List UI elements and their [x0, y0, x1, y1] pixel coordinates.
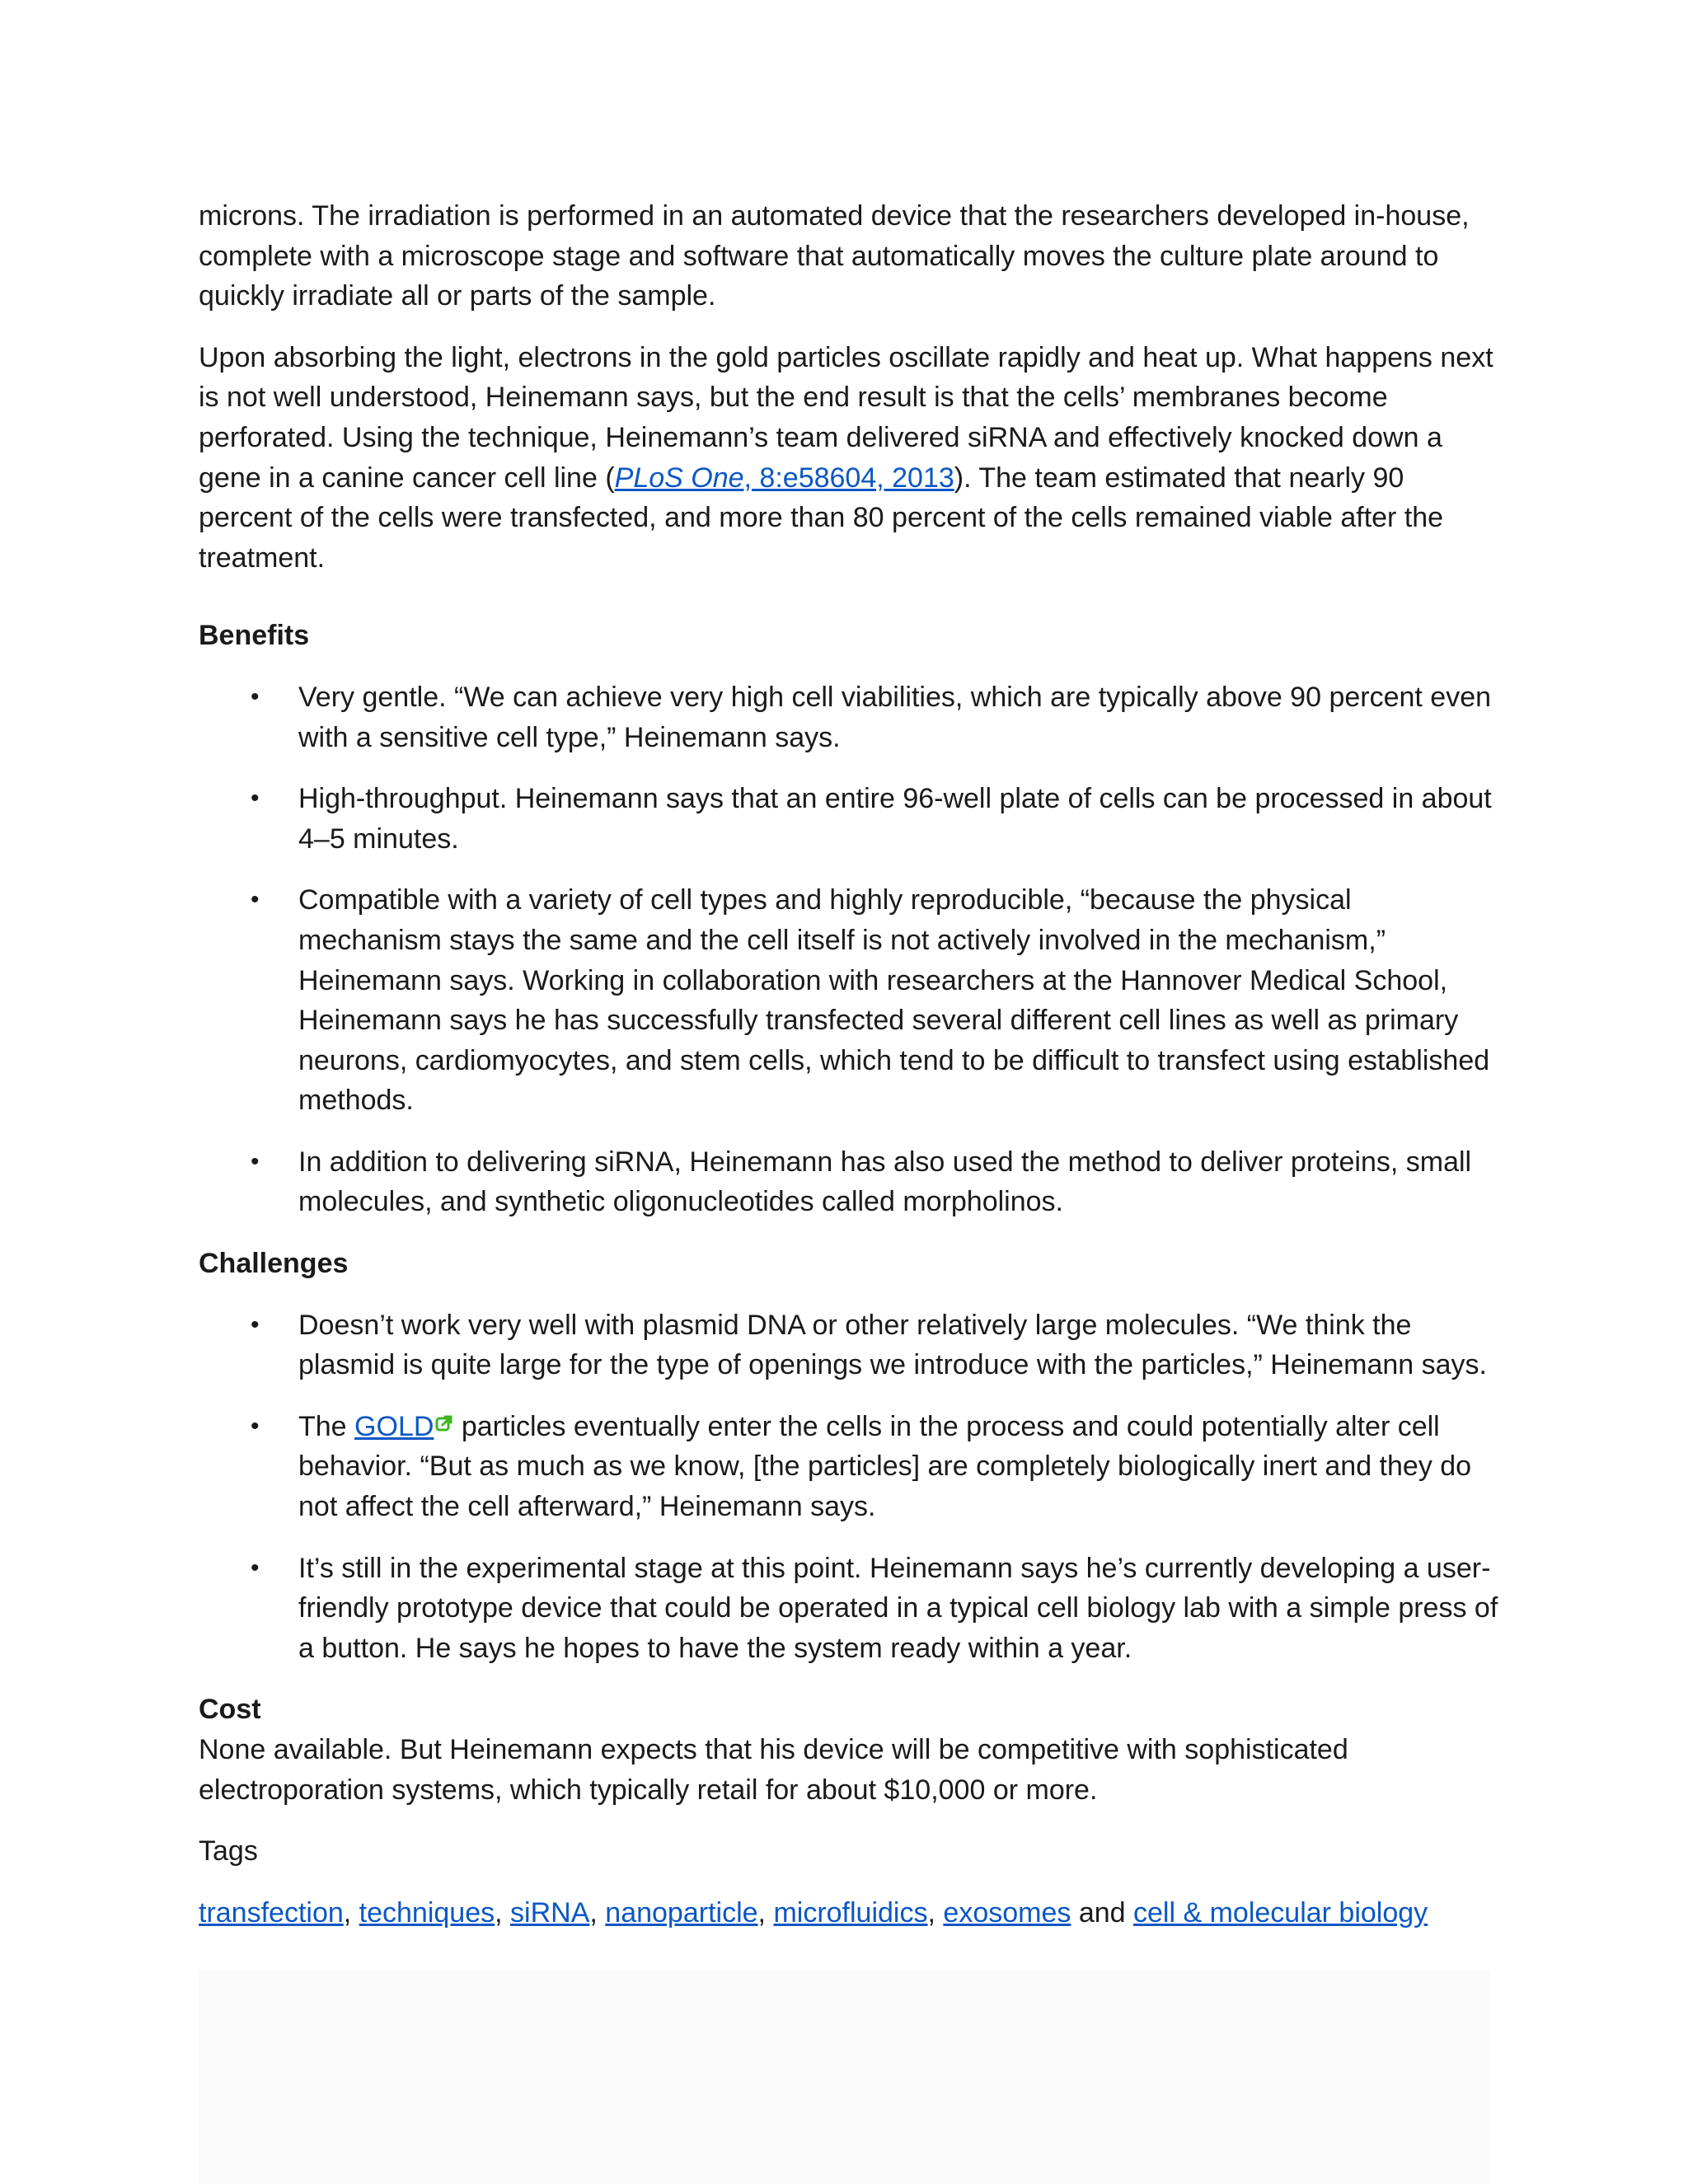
tag-separator: , — [343, 1896, 359, 1929]
bullet-icon: • — [251, 785, 260, 813]
list-item — [199, 1407, 1501, 1527]
benefit-text: High-throughput. Heinemann says that an entire 96-well plate of cells can be processed in about 4–5 minutes. — [298, 783, 1492, 855]
paragraph-irradiation: microns. The irradiation is performed in an automated device that the researchers developed in-house, complete with a microscope stage and software that automatically moves the culture plate around to quickly irradiate all or parts of the sample. — [199, 200, 1470, 312]
citation-details: , 8:e58604, 2013 — [743, 462, 954, 494]
challenge-text-end: particles eventually enter the cells in the process and could potentially alter cell behavior. “But as much as we know, [the particles] are completely biologically inert and they do not affect the cell afterward,” Heinemann says. — [298, 1410, 1472, 1523]
challenge-text: It’s still in the experimental stage at this point. Heinemann says he’s currently developing a user-friendly prototype device that could be operated in a typical cell biology lab with a simple press of a button. He says he hopes to have the system ready within a year. — [298, 1552, 1498, 1664]
tag-link-cell-molecular-biology[interactable]: cell & molecular biology — [1133, 1896, 1428, 1929]
benefits-list — [199, 677, 1501, 1222]
benefit-text: Compatible with a variety of cell types and highly reproducible, “because the physical mechanism stays the same and the cell itself is not actively involved in the mechanism,” Heinemann says. Working in collaboration with researchers at the Hannover Medical School, Heinemann says he has successfully transfected several different cell lines as well as primary neurons, cardiomyocytes, and stem cells, which tend to be difficult to transfect using established methods. — [298, 884, 1490, 1117]
benefits-heading: Benefits — [199, 620, 310, 652]
benefit-text: Very gentle. “We can achieve very high cell viabilities, which are typically above 90 percent even with a sensitive cell type,” Heinemann says. — [298, 681, 1492, 753]
paragraph-mechanism-text-end: ). The team estimated that nearly 90 percent of the cells were transfected, and more than 80 percent of the cells remained viable after the treatment. — [199, 462, 1444, 574]
tag-link-exosomes[interactable]: exosomes — [943, 1896, 1071, 1929]
bullet-icon: • — [251, 1310, 260, 1338]
gold-link[interactable] — [354, 1411, 434, 1442]
list-item — [199, 880, 1501, 1121]
gold-link-label: GOLD — [354, 1410, 434, 1442]
paragraph-mechanism — [199, 338, 1501, 579]
tag-link-transfection[interactable]: transfection — [199, 1896, 344, 1929]
tag-separator: , — [495, 1896, 511, 1929]
challenge-text-start: The — [298, 1410, 355, 1442]
paragraph-mechanism-text: Upon absorbing the light, electrons in the gold particles oscillate rapidly and heat up. What happens next is not well understood, Heinemann says, but the end result is that the cells’ membranes become perforated. Using the technique, Heinemann’s team delivered siRNA and effectively knocked down a gene in a canine cancer cell line ( — [199, 341, 1493, 494]
article-body — [199, 196, 1501, 1933]
list-item — [199, 1142, 1501, 1222]
external-link-icon[interactable] — [435, 1414, 453, 1432]
list-item — [199, 677, 1501, 757]
challenge-text: Doesn’t work very well with plasmid DNA or other relatively large molecules. “We think the plasmid is quite large for the type of openings we introduce with the particles,” Heinemann says. — [298, 1309, 1487, 1381]
tags-line — [199, 1893, 1501, 1933]
bullet-icon: • — [251, 1554, 260, 1582]
tag-conjunction: and — [1071, 1896, 1133, 1929]
tag-link-microfluidics[interactable]: microfluidics — [773, 1896, 928, 1929]
challenges-heading: Challenges — [199, 1248, 349, 1280]
cost-heading: Cost — [199, 1694, 261, 1726]
page-footer-shade — [199, 1970, 1490, 2184]
benefit-text: In addition to delivering siRNA, Heinemann has also used the method to deliver proteins, small molecules, and synthetic oligonucleotides called morpholinos. — [298, 1146, 1472, 1218]
tag-separator: , — [589, 1896, 606, 1929]
tag-link-sirna[interactable]: siRNA — [510, 1896, 590, 1929]
bullet-icon: • — [251, 1147, 260, 1175]
tag-link-nanoparticle[interactable]: nanoparticle — [605, 1896, 758, 1929]
tag-separator: , — [927, 1896, 944, 1929]
tag-separator: , — [757, 1896, 774, 1929]
list-item — [199, 779, 1501, 859]
tags-label: Tags — [199, 1835, 258, 1868]
bullet-icon: • — [251, 886, 260, 914]
bullet-icon: • — [251, 1412, 260, 1440]
citation-link[interactable] — [615, 462, 954, 494]
list-item — [199, 1305, 1501, 1385]
citation-journal: PLoS One — [614, 462, 744, 494]
bullet-icon: • — [251, 682, 260, 710]
tag-link-techniques[interactable]: techniques — [359, 1896, 495, 1929]
cost-text: None available. But Heinemann expects that his device will be competitive with sophisticated electroporation systems, which typically retail for about $10,000 or more. — [199, 1734, 1348, 1806]
list-item — [199, 1549, 1501, 1669]
challenges-list — [199, 1305, 1501, 1669]
